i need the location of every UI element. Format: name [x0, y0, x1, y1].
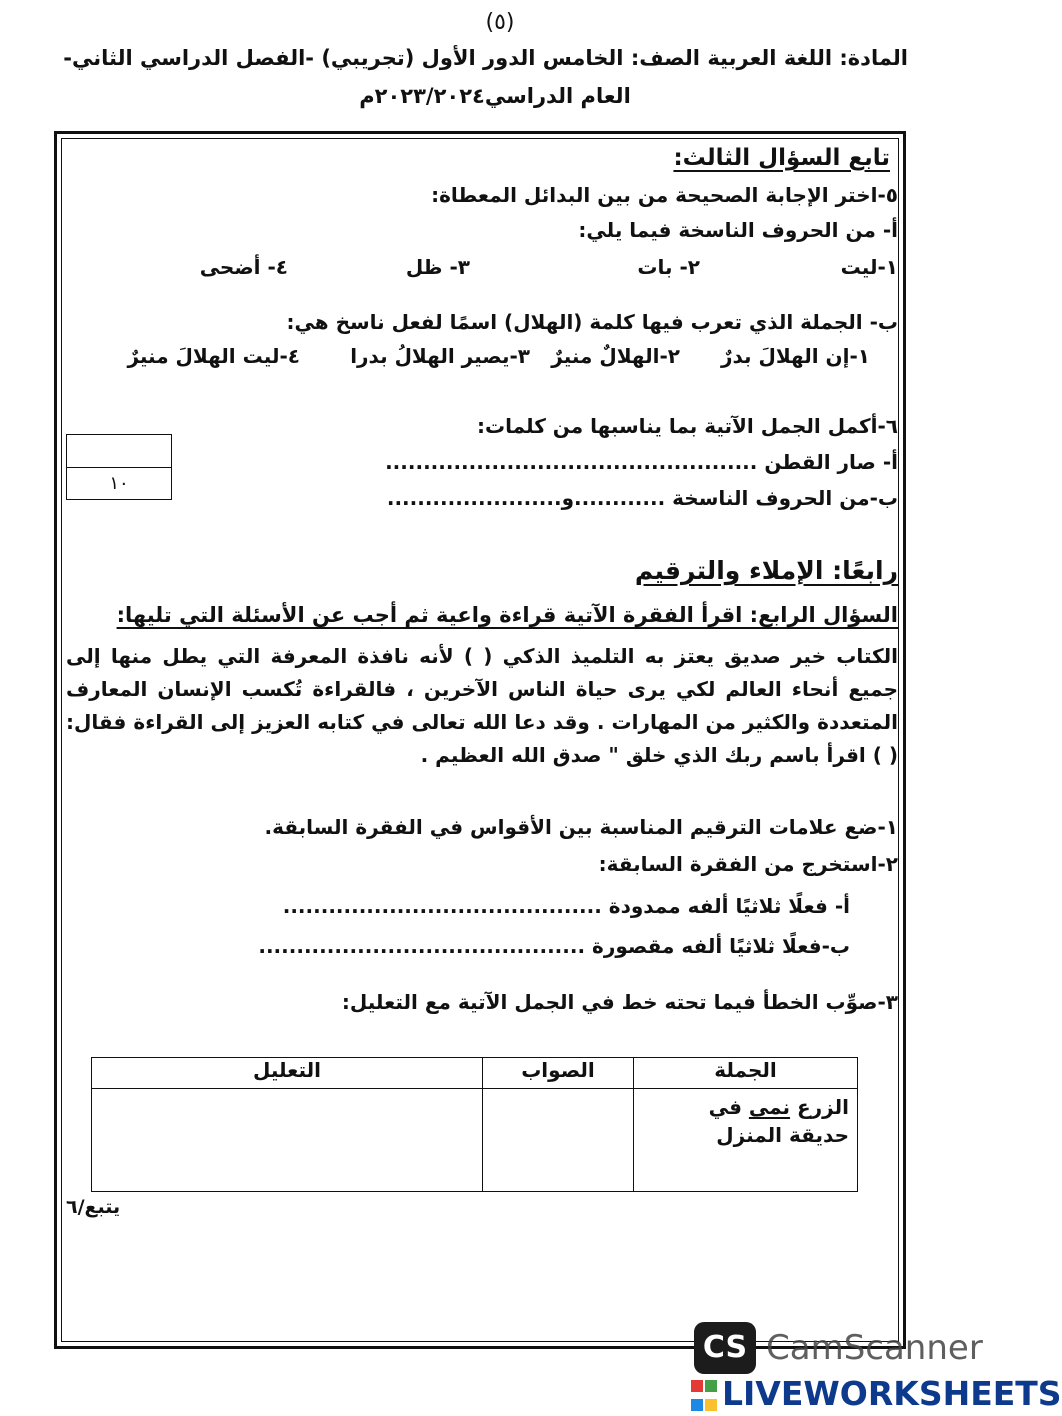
a-option-1[interactable]: ١-ليت: [840, 255, 898, 279]
header-sentence: الجملة: [634, 1058, 858, 1089]
q3-b-prompt: ب- الجملة الذي تعرب فيها كلمة (الهلال) اسمًا لفعل ناسخ هي:: [286, 310, 898, 334]
q3-item5: ٥-اختر الإجابة الصحيحة من بين البدائل المعطاة:: [431, 183, 898, 207]
q4-item2-b[interactable]: ب-فعلًا ثلاثيًا ألفه مقصورة ...........................................: [258, 934, 850, 958]
score-empty-cell: [67, 435, 171, 468]
section4-heading: رابعًا: الإملاء والترقيم: [634, 556, 898, 585]
q4-item3: ٣-صوِّب الخطأ فيما تحته خط في الجمل الآتية مع التعليل:: [341, 990, 898, 1014]
sentence-before: الزرع: [790, 1095, 849, 1119]
answer-cell[interactable]: [483, 1089, 634, 1192]
table-row: [92, 1089, 858, 1192]
q4-item1: ١-ضع علامات الترقيم المناسبة بين الأقواس في الفقرة السابقة.: [264, 815, 898, 839]
q4-item2-a[interactable]: أ- فعلًا ثلاثيًا ألفه ممدودة ..........................................: [282, 894, 850, 918]
camscanner-logo-icon: CS: [694, 1322, 756, 1374]
score-box: [66, 434, 172, 500]
table-header-row: [92, 1058, 858, 1089]
reason-cell[interactable]: [92, 1089, 483, 1192]
q4-item2: ٢-استخرج من الفقرة السابقة:: [598, 852, 898, 876]
q3-title: تابع السؤال الثالث:: [673, 145, 890, 171]
a-option-2[interactable]: ٢- بات: [637, 255, 700, 279]
liveworksheets-logo-icon: [690, 1378, 718, 1406]
q3-a-prompt: أ- من الحروف الناسخة فيما يلي:: [578, 218, 898, 242]
q3-item6: ٦-أكمل الجمل الآتية بما يناسبها من كلمات:: [477, 414, 898, 438]
reading-passage: الكتاب خير صديق يعتز به التلميذ الذكي ( ) لأنه نافذة المعرفة التي يطل منها إلى جميع أنحاء العالم لكي يرى حياة الناس الآخرين ، فالقراءة تُكسب الإنسان المعارف المتعددة والكثير من المهارات . وقد دعا الله تعالى في كتابه العزيز إلى القراءة فقال: ( ) اقرأ باسم ربك الذي خلق " صدق الله العظيم .: [66, 644, 898, 767]
header-subject-line: المادة: اللغة العربية الصف: الخامس الدور الأول (تجريبي) -الفصل الدراسي الثاني-: [63, 46, 908, 70]
b-option-3[interactable]: ٣-يصير الهلالُ بدرا: [350, 344, 530, 368]
continue-note: يتبع/٦: [66, 1196, 121, 1218]
b-option-4[interactable]: ٤-ليت الهلالَ منيرٌ: [127, 344, 300, 368]
q4-title: السؤال الرابع: اقرأ الفقرة الآتية قراءة واعية ثم أجب عن الأسئلة التي تليها:: [116, 603, 898, 627]
header-reason: التعليل: [92, 1058, 483, 1089]
sentence-underlined-word: نمى: [748, 1095, 791, 1119]
camscanner-watermark: CamScanner: [766, 1328, 983, 1368]
sentence-cell: [634, 1089, 858, 1192]
a-option-4[interactable]: ٤- أضحى: [199, 255, 288, 279]
liveworksheets-watermark: LIVEWORKSHEETS: [722, 1374, 1062, 1413]
a-option-3[interactable]: ٣- ظل: [405, 255, 470, 279]
q3-item6-b[interactable]: ب-من الحروف الناسخة ............و.......................: [386, 486, 898, 510]
header-correct: الصواب: [483, 1058, 634, 1089]
page-number: (٥): [485, 10, 515, 35]
sentence-after: في حديقة المنزل: [708, 1095, 849, 1147]
b-option-1[interactable]: ١-إن الهلالَ بدرٌ: [720, 344, 870, 368]
header-year-line: العام الدراسي٢٠٢٣/٢٠٢٤م: [359, 84, 631, 108]
score-value: ١٠: [109, 473, 129, 494]
corrections-table: [91, 1057, 858, 1192]
q3-item6-a[interactable]: أ- صار القطن .................................................: [385, 450, 898, 474]
b-option-2[interactable]: ٢-الهلالٌ منيرٌ: [551, 344, 680, 368]
